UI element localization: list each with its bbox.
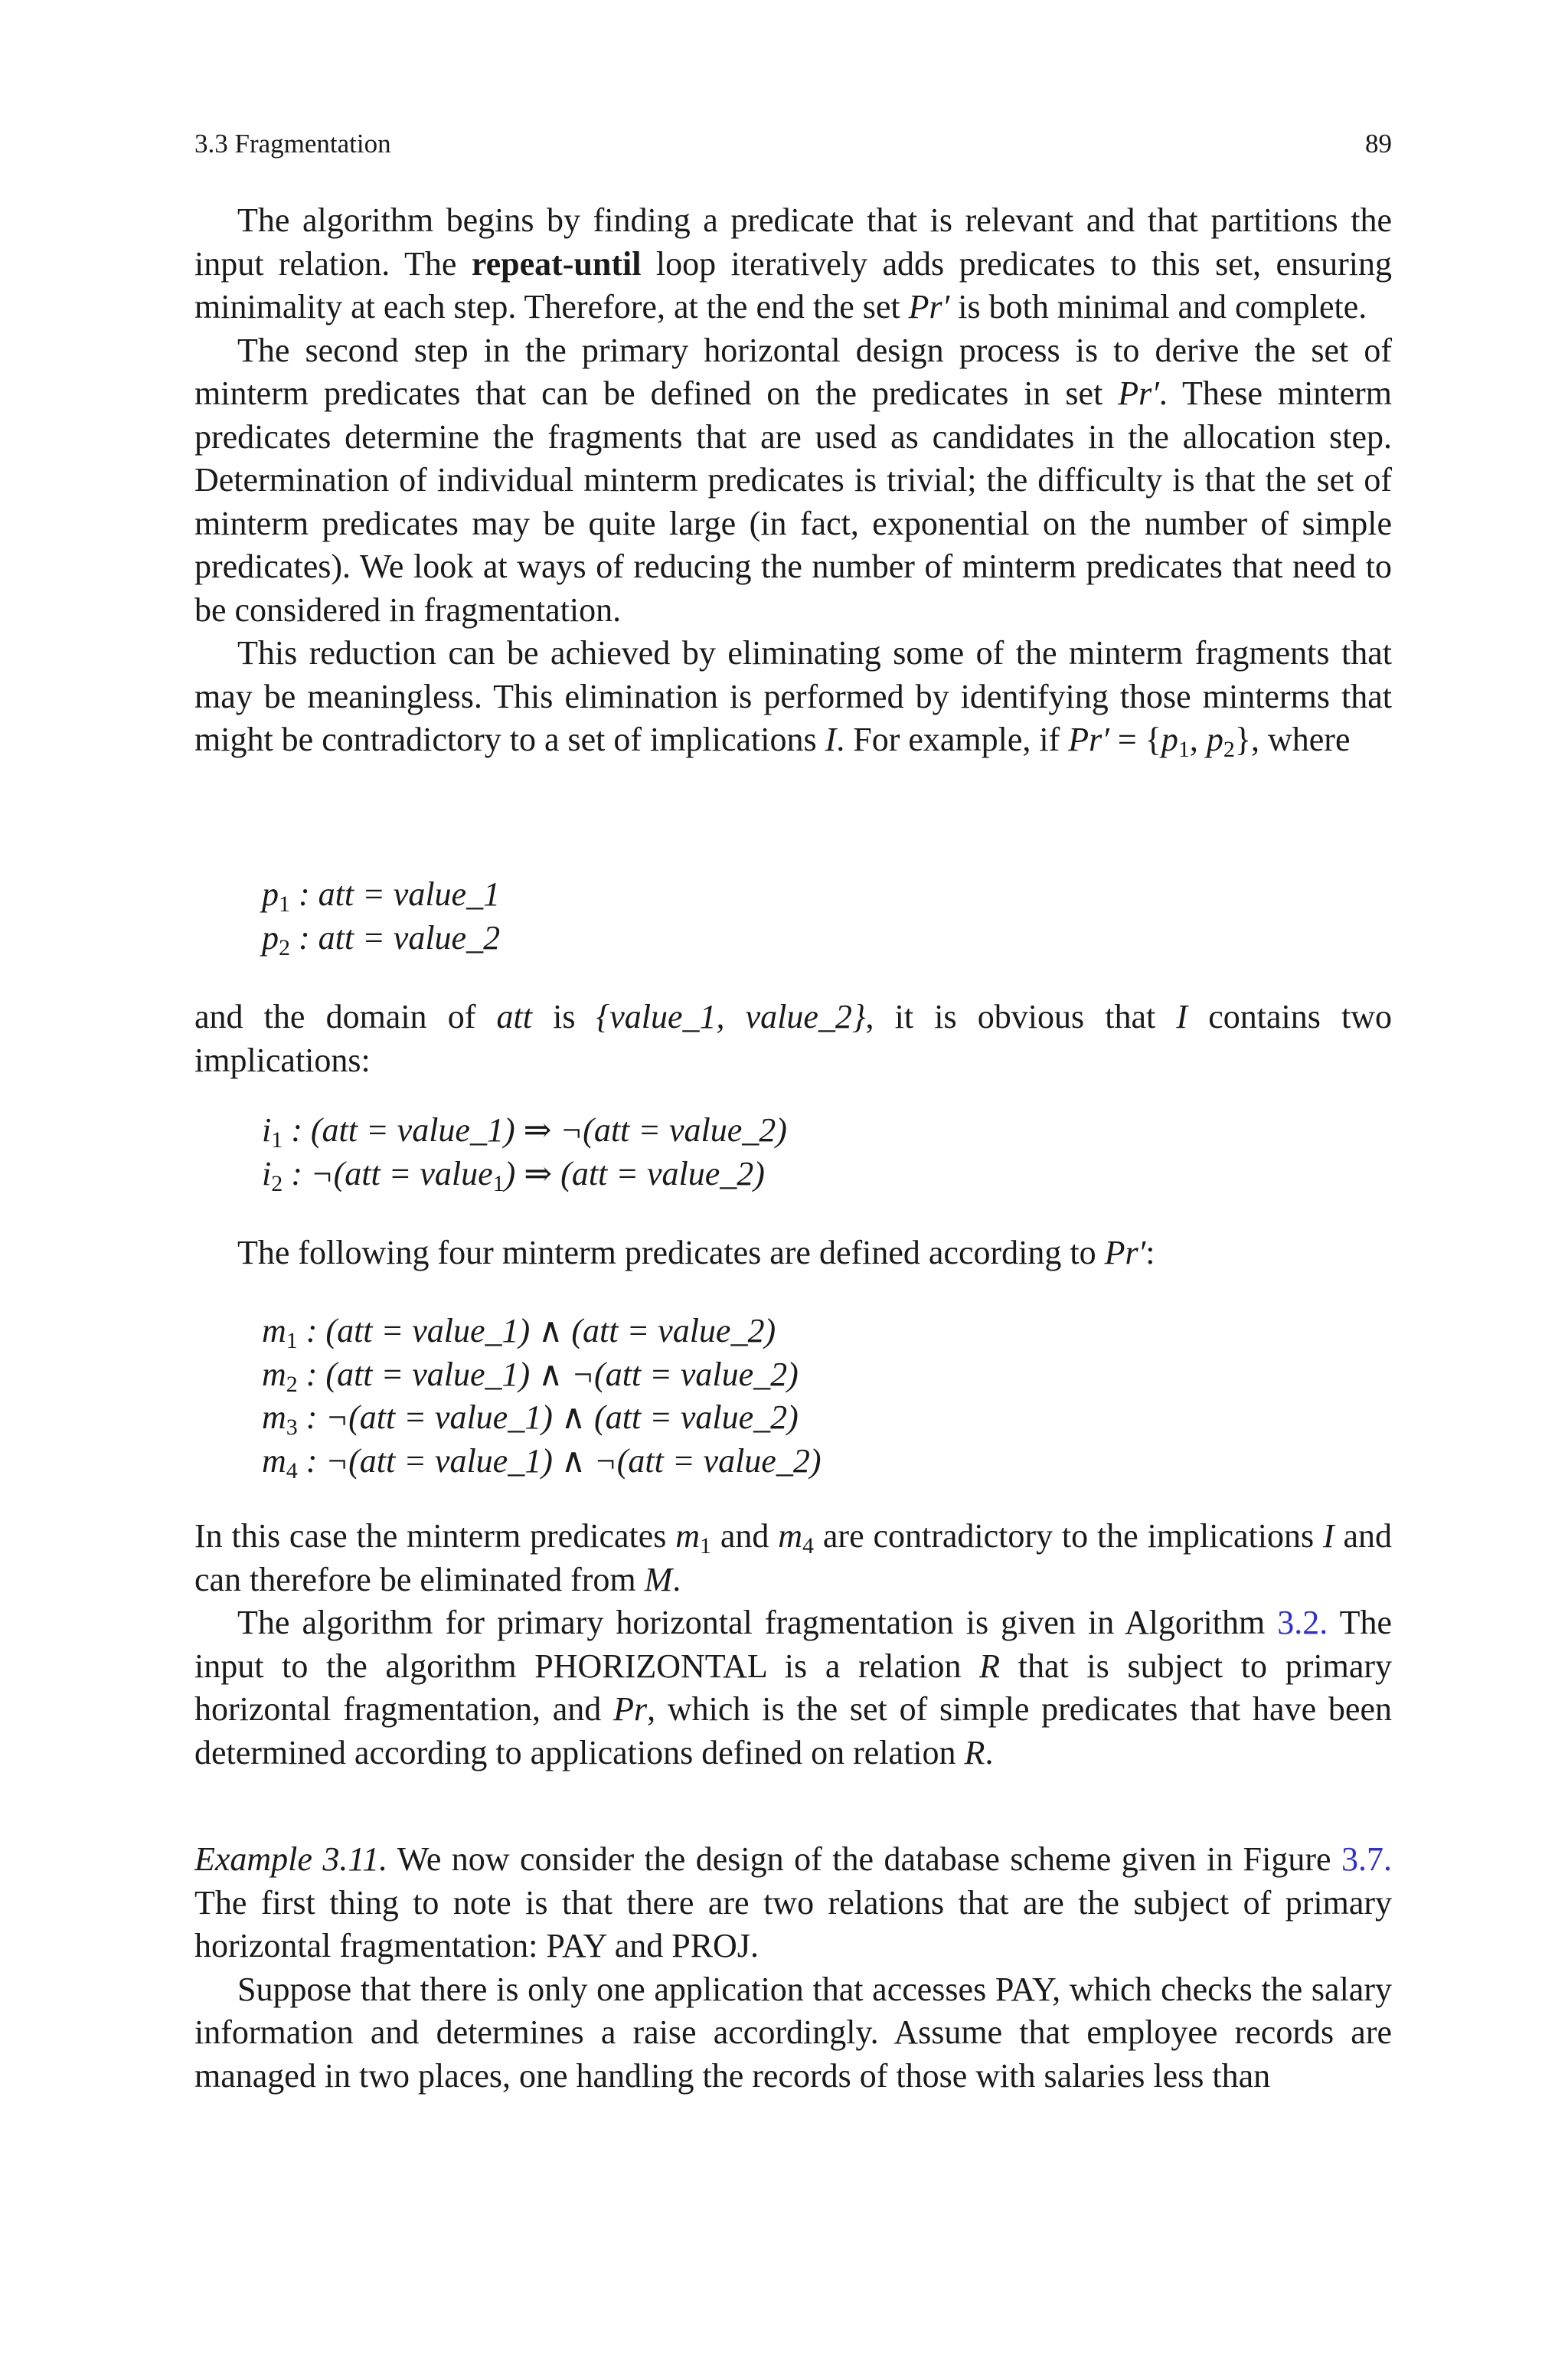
link-figure-3-7[interactable]: 3.7. bbox=[1341, 1840, 1392, 1878]
paragraph-7: The algorithm for primary horizontal fragmentation is given in Algorithm 3.2. The input to the algorithm PHORIZONTAL is a relation R that is subject to primary horizontal fragmentation, and Pr, which is the set of simple predicates that have been determined according to applications defined on relation R. bbox=[194, 1604, 1393, 1771]
paragraph-1: The algorithm begins by finding a predicate that is relevant and that partitions the input relation. The repeat-until loop iteratively adds predicates to this set, ensuring minimality at each step. Therefore, at the end the set Pr′ is both minimal and complete. bbox=[194, 201, 1392, 325]
paragraph-3: This reduction can be achieved by eliminating some of the minterm fragments that may be meaningless. This elimination is performed by identifying those minterms that might be contradictory to a set of implications I. For example, if $Pr' = \{p_1$, $p_2$}, where bbox=[194, 634, 1392, 762]
page-number: 89 bbox=[1365, 129, 1392, 159]
paragraph-9: Suppose that there is only one application that accesses PAY, which checks the salary information and determines a raise accordingly. Assume that employee records are managed in two places, one handling the records of those with salaries less than bbox=[194, 1970, 1392, 2095]
paragraph-6: In this case the minterm predicates $m_1$ and $m_4$ are contradictory to the implications I and can therefore be eliminated from M. bbox=[194, 1517, 1392, 1598]
implication-i2: $i_2$ : ¬(att = value$_1$) ⇒ (att = value_2) bbox=[262, 1154, 765, 1196]
predicate-list bbox=[262, 873, 500, 960]
implication-list bbox=[262, 1109, 787, 1196]
text-block-minterm-intro bbox=[194, 1232, 1392, 1275]
text-block-middle bbox=[194, 1515, 1392, 1775]
minterm-list bbox=[262, 1310, 821, 1483]
paragraph-2: The second step in the primary horizontal design process is to derive the set of minterm predicates that can be defined on the predicates in set Pr′. These minterm predicates determine the fragments that are used as candidates in the allocation step. Determination of individual minterm predicates is trivial; the difficulty is that the set of minterm predicates may be quite large (in fact, exponential on the number of simple predicates). We look at ways of reducing the number of minterm predicates that need to be considered in fragmentation. bbox=[194, 331, 1393, 629]
paragraph-example: Example 3.11. We now consider the design of the database scheme given in Figure 3.7. The first thing to note is that there are two relations that are the subject of primary horizontal fragmentation: PAY and PROJ. bbox=[194, 1840, 1392, 1964]
paragraph-5: The following four minterm predicates are defined according to Pr′: bbox=[237, 1234, 1155, 1271]
link-algorithm-3-2[interactable]: 3.2. bbox=[1277, 1604, 1328, 1641]
minterm-m1: $m_1$ : (att = value_1) ∧ (att = value_2) bbox=[262, 1312, 776, 1353]
section-title: 3.3 Fragmentation bbox=[194, 129, 391, 159]
example-label: Example 3.11. bbox=[194, 1840, 388, 1878]
minterm-m3: $m_3$ : ¬(att = value_1) ∧ (att = value_2) bbox=[262, 1398, 799, 1440]
implication-i1: $i_1$ : (att = value_1) ⇒ ¬(att = value_2) bbox=[262, 1111, 787, 1153]
minterm-m4: $m_4$ : ¬(att = value_1) ∧ ¬(att = value_2) bbox=[262, 1441, 822, 1483]
text-block-top bbox=[194, 199, 1392, 762]
text-block-domain bbox=[194, 996, 1392, 1082]
text-block-example bbox=[194, 1838, 1392, 2098]
predicate-p2: $p_2$ : att = value_2 bbox=[262, 918, 501, 960]
keyword-repeat-until: repeat-until bbox=[471, 244, 642, 283]
minterm-m2: $m_2$ : (att = value_1) ∧ ¬(att = value_2) bbox=[262, 1355, 799, 1397]
running-header bbox=[194, 127, 1392, 161]
predicate-p1: $p_1$ : att = value_1 bbox=[262, 875, 501, 917]
paragraph-4: and the domain of att is {value_1, value_2}, it is obvious that I contains two implications: bbox=[194, 998, 1392, 1079]
